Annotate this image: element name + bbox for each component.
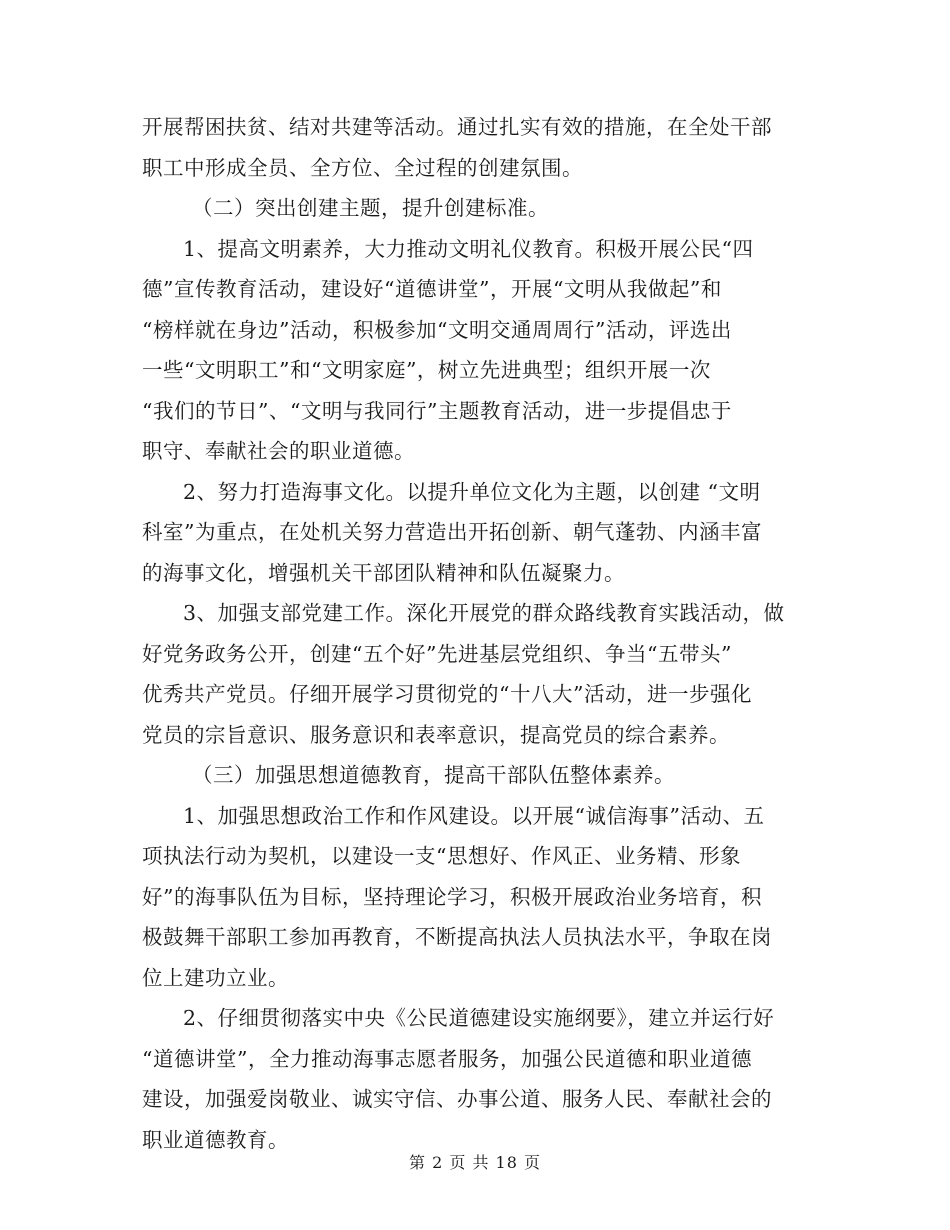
body-text-line: “榜样就在身边”活动，积极参加“文明交通周周行”活动，评选出 <box>142 317 732 342</box>
body-text-line: 好”的海事队伍为目标，坚持理论学习，积极开展政治业务培育，积 <box>142 884 762 909</box>
body-text-line: “我们的节日”、“文明与我同行”主题教育活动，进一步提倡忠于 <box>142 398 732 423</box>
body-text-line: “道德讲堂”，全力推动海事志愿者服务，加强公民道德和职业道德 <box>142 1046 752 1071</box>
body-text-line: 党员的宗旨意识、服务意识和表率意识，提高党员的综合素养。 <box>142 722 730 747</box>
body-text-line: 位上建功立业。 <box>142 965 289 990</box>
body-text-line: 2、仔细贯彻落实中央《公民道德建设实施纲要》，建立并运行好 <box>183 1006 775 1030</box>
body-text-line: 1、提高文明素养，大力推动文明礼仪教育。积极开展公民“四 <box>183 236 754 261</box>
body-text-line: 建设，加强爱岗敬业、诚实守信、办事公道、服务人民、奉献社会的 <box>142 1087 772 1111</box>
body-text-line: 开展帮困扶贫、结对共建等活动。通过扎实有效的措施，在全处干部 <box>142 115 772 139</box>
body-text-line: 德”宣传教育活动，建设好“道德讲堂”，开展“文明从我做起”和 <box>142 277 722 301</box>
body-text-line: 1、加强思想政治工作和作风建设。以开展“诚信海事”活动、五 <box>183 803 765 828</box>
body-text-line: 职业道德教育。 <box>142 1127 289 1152</box>
body-text-line: 3、加强支部党建工作。深化开展党的群众路线教育实践活动，做 <box>183 601 785 625</box>
body-text-line: 科室”为重点，在处机关努力营造出开拓创新、朝气蓬勃、内涵丰富 <box>142 520 762 544</box>
section-heading: （三）加强思想道德教育，提高干部队伍整体素养。 <box>192 763 675 787</box>
body-text-line: 职工中形成全员、全方位、全过程的创建氛围。 <box>142 155 583 180</box>
body-text-line: 职守、奉献社会的职业道德。 <box>142 439 415 463</box>
body-text-line: 一些“文明职工”和“文明家庭”，树立先进典型；组织开展一次 <box>142 358 711 382</box>
body-text-line: 极鼓舞干部职工参加再教育，不断提高执法人员执法水平，争取在岗 <box>142 925 772 949</box>
body-text-line: 优秀共产党员。仔细开展学习贯彻党的“十八大”活动，进一步强化 <box>142 682 752 706</box>
document-body <box>142 107 810 1160</box>
body-text-line: 好党务政务公开，创建“五个好”先进基层党组织、争当“五带头” <box>142 641 732 666</box>
body-text-line: 2、努力打造海事文化。以提升单位文化为主题，以创建 “文明 <box>183 479 761 504</box>
body-text-line: 的海事文化，增强机关干部团队精神和队伍凝聚力。 <box>142 560 625 585</box>
page-number-footer: 第 2 页 共 18 页 <box>409 1153 541 1172</box>
section-heading: （二）突出创建主题，提升创建标准。 <box>192 196 549 220</box>
body-text-line: 项执法行动为契机，以建设一支“思想好、作风正、业务精、形象 <box>142 844 741 868</box>
